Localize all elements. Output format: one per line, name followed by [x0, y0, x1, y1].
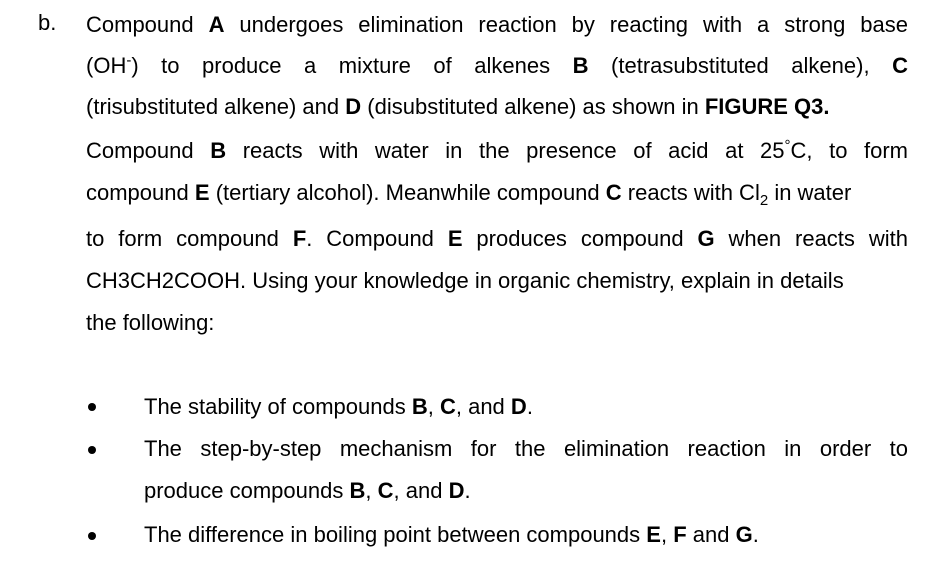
bullet-item-stability: The stability of compounds B, C, and D. — [144, 394, 533, 419]
compound-c: C — [892, 53, 908, 78]
paragraph-line-2: (OH-) to produce a mixture of alkenes B (tetrasubstituted alkene), C — [86, 52, 908, 78]
bullet-marker — [88, 403, 96, 411]
compound-f: F — [292, 226, 307, 251]
paragraph-line-3: (trisubstituted alkene) and D (disubstituted alkene) as shown in FIGURE Q3. — [86, 94, 830, 119]
compound-e: E — [194, 180, 210, 205]
bullet-item-boiling-point: The difference in boiling point between compounds E, F and G. — [144, 522, 759, 547]
bullet-marker — [88, 532, 96, 540]
paragraph-line-6: to form compound F. Compound E produces compound G when reacts with — [86, 226, 908, 251]
paragraph-line-1: Compound A undergoes elimination reaction by reacting with a strong base — [86, 12, 908, 37]
compound-d: D — [345, 94, 362, 119]
bullet-item-mechanism: The step-by-step mechanism for the elimination reaction in order to — [144, 436, 908, 461]
compound-g: G — [697, 226, 715, 251]
bullet-marker — [88, 446, 96, 454]
figure-ref: FIGURE Q3 — [704, 94, 824, 119]
paragraph-line-5: compound E (tertiary alcohol). Meanwhile compound C reacts with $Cl_2$ in water — [86, 180, 852, 209]
paragraph-line-7: CH3CH2COOH. Using your knowledge in organic chemistry, explain in details — [86, 268, 844, 293]
compound-a: A — [208, 12, 225, 37]
paragraph-line-4: Compound B reacts with water in the presence of acid at 25°C, to form — [86, 137, 909, 163]
question-label: b. — [38, 10, 57, 35]
bullet-item-mechanism-cont: produce compounds B, C, and D. — [144, 478, 471, 503]
paragraph-line-8: the following: — [86, 310, 215, 335]
compound-b: B — [572, 53, 589, 78]
